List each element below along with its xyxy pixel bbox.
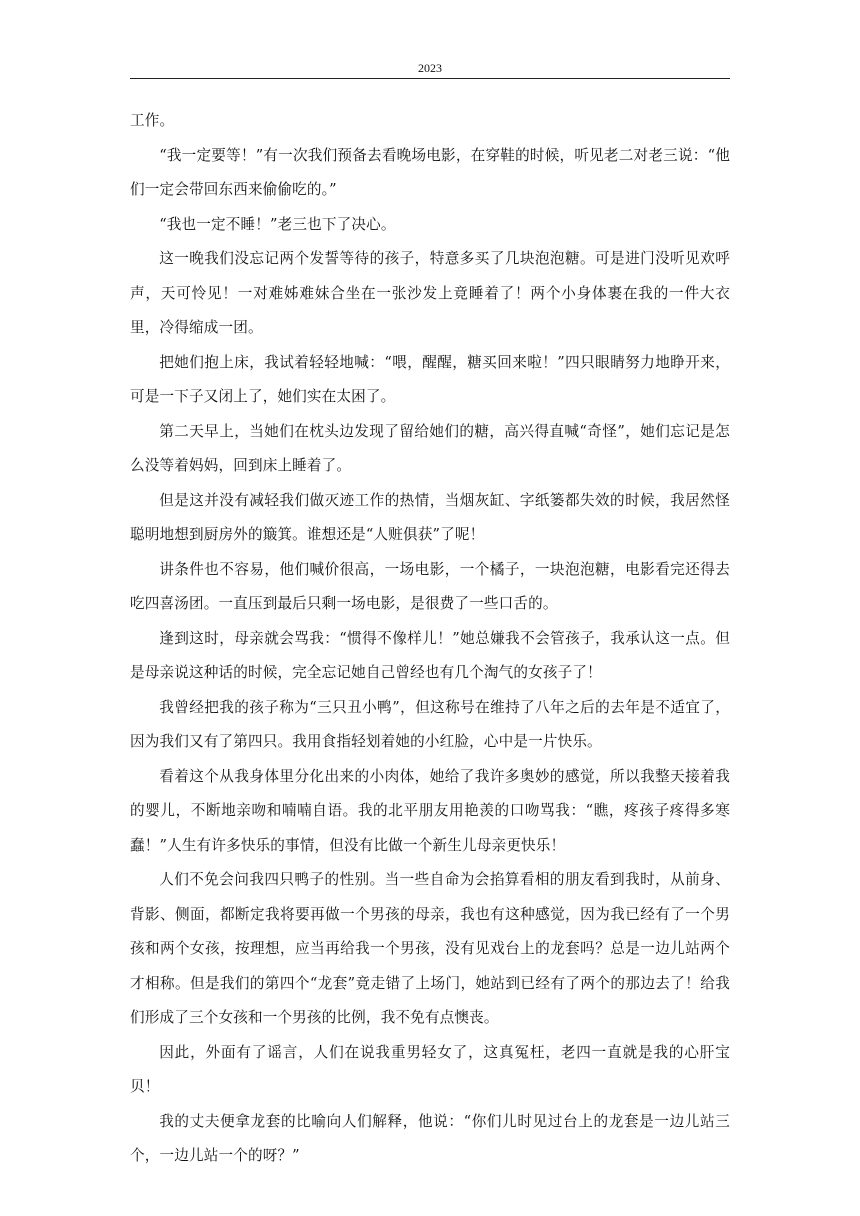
paragraph-4: 这一晚我们没忘记两个发誓等待的孩子，特意多买了几块泡泡糖。可是进门没听见欢呼声，天可怜见！一对难姊难妹合坐在一张沙发上竟睡着了！两个小身体裹在我的一件大衣里，冷得缩成一团。 <box>130 250 730 336</box>
paragraph-7: 但是这并没有减轻我们做灭迹工作的热情，当烟灰缸、字纸篓都失效的时候，我居然怪聪明地想到厨房外的簸箕。谁想还是“人赃俱获”了呢！ <box>130 491 730 543</box>
page-header-year: 2023 <box>418 61 442 75</box>
paragraph-5: 把她们抱上床，我试着轻轻地喊：“喂，醒醒，糖买回来啦！”四只眼睛努力地睁开来，可是一下子又闭上了，她们实在太困了。 <box>130 353 730 405</box>
paragraph-3: “我也一定不睡！”老三也下了决心。 <box>159 215 396 233</box>
paragraph-12: 人们不免会问我四只鸭子的性别。当一些自命为会掐算看相的朋友看到我时，从前身、背影、侧面，都断定我将要再做一个男孩的母亲，我也有这种感觉，因为我已经有了一个男孩和两个女孩，按理想，应当再给我一个男孩，没有见戏台上的龙套吗？总是一边儿站两个才相称。但是我们的第四个“龙套”竟走错了上场门，她站到已经有了两个的那边去了！给我们形成了三个女孩和一个男孩的比例，我不免有点懊丧。 <box>130 871 730 1026</box>
article-body <box>130 104 730 1174</box>
paragraph-9: 逢到这时，母亲就会骂我：“惯得不像样儿！”她总嫌我不会管孩子，我承认这一点。但是母亲说这种话的时候，完全忘记她自己曾经也有几个淘气的女孩子了！ <box>130 629 730 681</box>
paragraph-13: 因此，外面有了谣言，人们在说我重男轻女了，这真冤枉，老四一直就是我的心肝宝贝！ <box>130 1043 730 1095</box>
paragraph-10: 我曾经把我的孩子称为“三只丑小鸭”，但这称号在维持了八年之后的去年是不适宜了，因为我们又有了第四只。我用食指轻划着她的小红脸，心中是一片快乐。 <box>130 698 730 750</box>
paragraph-14: 我的丈夫便拿龙套的比喻向人们解释，他说：“你们儿时见过台上的龙套是一边儿站三个，一边儿站一个的呀？” <box>130 1112 730 1164</box>
header-divider <box>130 78 730 79</box>
paragraph-6: 第二天早上，当她们在枕头边发现了留给她们的糖，高兴得直喊“奇怪”，她们忘记是怎么没等着妈妈，回到床上睡着了。 <box>130 422 730 474</box>
paragraph-1: 工作。 <box>130 112 175 129</box>
paragraph-11: 看着这个从我身体里分化出来的小肉体，她给了我许多奥妙的感觉，所以我整天接着我的婴儿，不断地亲吻和喃喃自语。我的北平朋友用艳羡的口吻骂我：“瞧，疼孩子疼得多寒蠢！”人生有许多快乐的事情，但没有比做一个新生儿母亲更快乐！ <box>130 767 730 854</box>
paragraph-8: 讲条件也不容易，他们喊价很高，一场电影，一个橘子，一块泡泡糖，电影看完还得去吃四喜汤团。一直压到最后只剩一场电影，是很费了一些口舌的。 <box>130 560 730 612</box>
paragraph-2: “我一定要等！”有一次我们预备去看晚场电影，在穿鞋的时候，听见老二对老三说：“他们一定会带回东西来偷偷吃的。” <box>130 146 730 198</box>
